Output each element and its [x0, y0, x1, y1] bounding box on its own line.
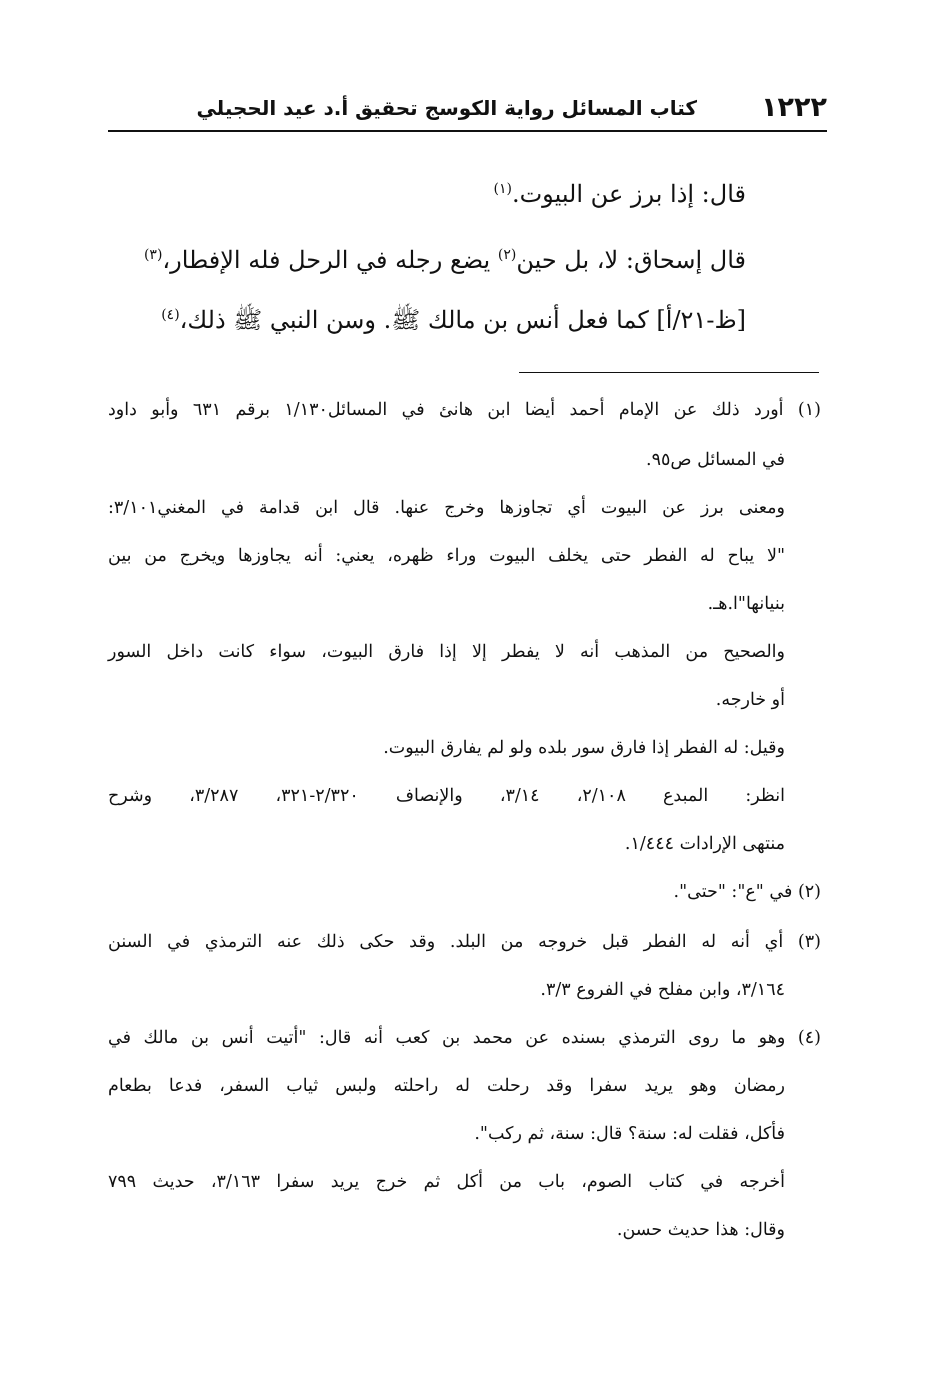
main-line-3-text: [ظ-٢١/أ] كما فعل أنس بن مالك ﷺ. وسن النبي ﷺ ذلك،	[179, 306, 746, 334]
footnote-4-line-4: أخرجه في كتاب الصوم، باب من أكل ثم خرج يريد سفرا ٣/١٦٣، حديث ٧٩٩	[108, 1172, 785, 1192]
main-line-3	[161, 305, 746, 340]
footnote-1-line-9: انظر: المبدع ٢/١٠٨، ٣/١٤، والإنصاف ٢/٣٢٠-٣٢١، ٣/٢٨٧، وشرح	[108, 786, 785, 806]
footnote-1-line-4: "لا يباح له الفطر حتى يخلف البيوت وراء ظهره، يعني: أنه يجاوزها ويخرج من بين	[108, 546, 785, 566]
footnote-1-line-8: وقيل: له الفطر إذا فارق سور بلده ولو لم يفارق البيوت.	[383, 738, 785, 758]
footnote-3-line-2: ٣/١٦٤، وابن مفلح في الفروع ٣/٣.	[540, 980, 785, 1000]
footnote-ref-4: (٤)	[161, 307, 180, 323]
footnote-1-line-5: بنيانها"ا.هـ.	[707, 594, 785, 614]
main-line-2-text-b: يضع رجله في الرحل فله الإفطار،	[162, 246, 498, 274]
footnote-ref-1: (١)	[493, 181, 512, 197]
footnote-2-line-1: (٢) في "ع": "حتى".	[673, 882, 821, 902]
footnote-4-line-5: وقال: هذا حديث حسن.	[616, 1220, 785, 1240]
footnote-1-line-1: (١) أورد ذلك عن الإمام أحمد أيضا ابن هانئ في المسائل١/١٣٠ برقم ٦٣١ وأبو داود	[108, 400, 821, 420]
page-number: ١٢٢٢	[761, 92, 827, 123]
footnote-4-line-1: (٤) وهو ما روى الترمذي بسنده عن محمد بن كعب أنه قال: "أتيت أنس بن مالك في	[108, 1028, 821, 1048]
footnote-1-line-3: ومعنى برز عن البيوت أي تجاوزها وخرج عنها. قال ابن قدامة في المغني٣/١٠١:	[108, 498, 785, 518]
main-line-2-text-a: قال إسحاق: لا، بل حين	[516, 246, 746, 274]
footnote-3-line-1: (٣) أي أنه له الفطر قبل خروجه من البلد. وقد حكى ذلك عنه الترمذي في السنن	[108, 932, 821, 952]
main-line-1	[493, 180, 746, 208]
header-rule	[108, 130, 827, 132]
footnote-ref-3: (٣)	[143, 247, 163, 263]
main-line-2	[144, 246, 746, 274]
book-title: كتاب المسائل رواية الكوسج تحقيق أ.د عيد الحجيلي	[196, 96, 697, 120]
footnote-4-line-3: فأكل، فقلت له: سنة؟ قال: سنة، ثم ركب".	[474, 1124, 785, 1144]
footnote-1-line-7: أو خارجه.	[715, 690, 785, 710]
footnote-1-line-2: في المسائل ص٩٥.	[645, 450, 785, 470]
running-header	[108, 92, 827, 130]
footnote-4-line-2: رمضان وهو يريد سفرا وقد رحلت له راحلته ولبس ثياب السفر، فدعا بطعام	[108, 1076, 785, 1096]
footnote-1-line-6: والصحيح من المذهب أنه لا يفطر إلا إذا فارق البيوت، سواء كانت داخل السور	[108, 642, 785, 662]
footnote-1-line-10: منتهى الإرادات ١/٤٤٤.	[624, 834, 785, 854]
footnote-ref-2: (٢)	[497, 247, 517, 263]
main-line-1-text: قال: إذا برز عن البيوت.	[511, 180, 746, 208]
footnote-separator	[519, 372, 819, 373]
